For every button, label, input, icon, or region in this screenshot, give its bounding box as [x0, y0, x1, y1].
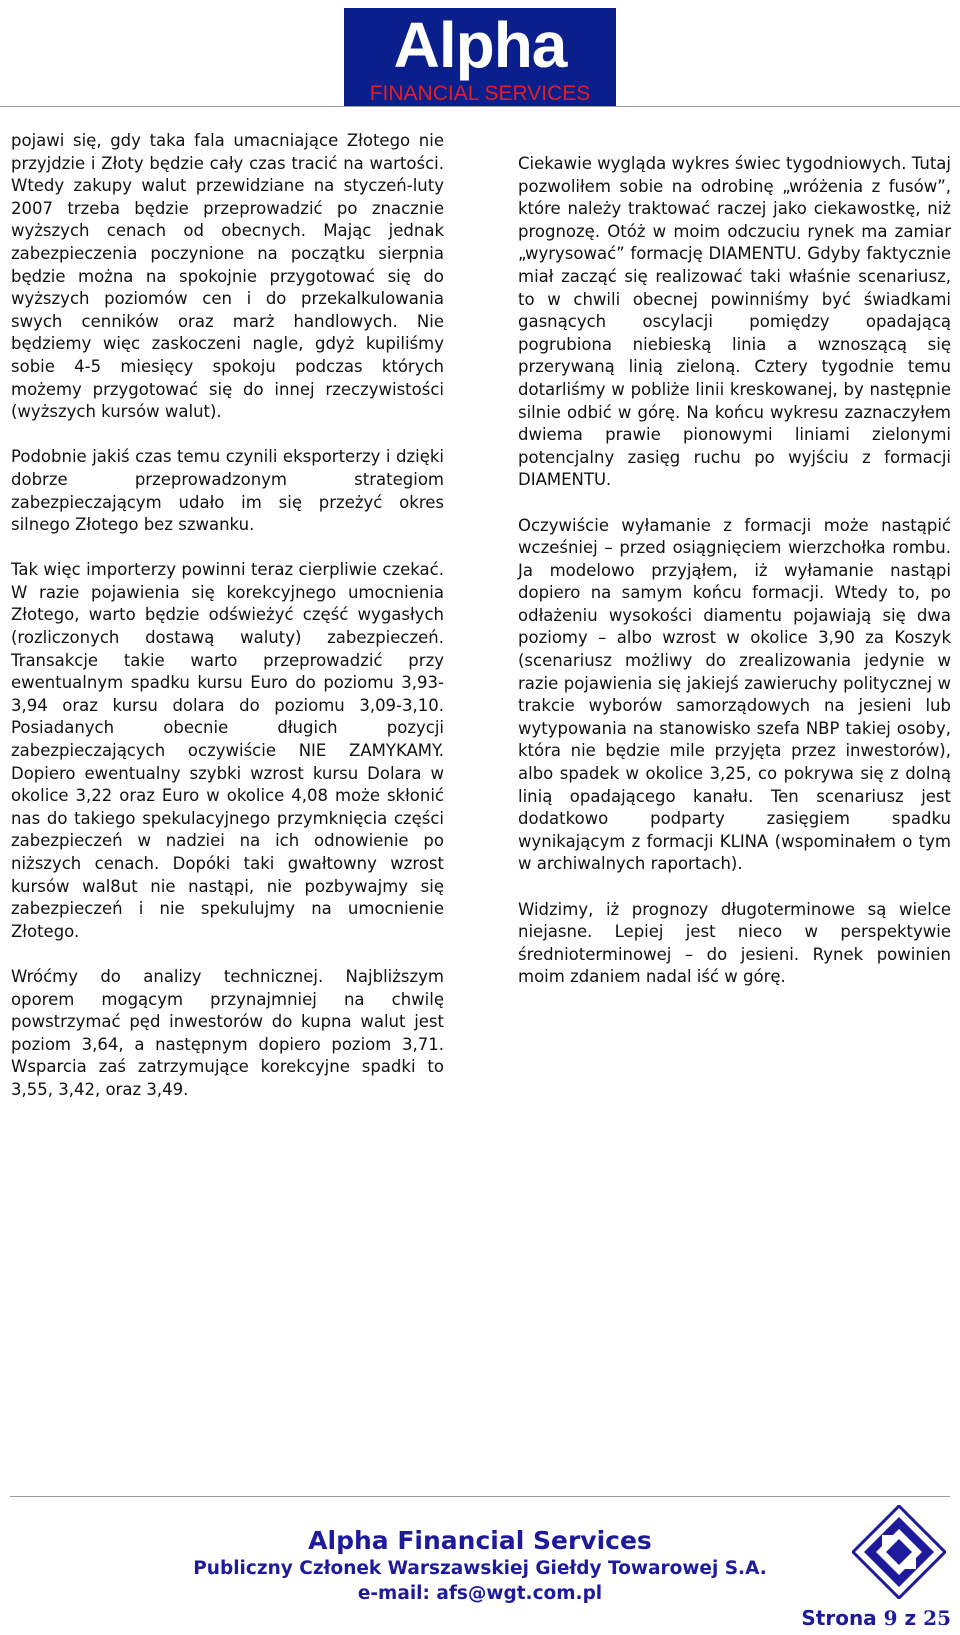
- exchange-emblem-icon: [852, 1505, 946, 1599]
- page-total: 25: [923, 1606, 951, 1630]
- footer-email: e-mail: afs@wgt.com.pl: [357, 1583, 603, 1604]
- logo-tagline: FINANCIAL SERVICES: [369, 82, 591, 105]
- page-number: [801, 1605, 951, 1631]
- paragraph: Ciekawie wygląda wykres świec tygodniowych. Tutaj pozwoliłem sobie na odrobinę „wróżenia z fusów”, które należy traktować raczej jako ciekawostkę, niż prognozę. Otóż w moim odczuciu rynek ma zamiar „wyrysować” formację DIAMENTU. Gdyby faktycznie miał zacząć się realizować taki właśnie scenariusz, to w chwili obecnej powinniśmy być świadkami gasnących oscylacji pomiędzy opadającą pogrubiona niebieską linia a wznoszącą się przerywaną linią zieloną. Cztery tygodnie temu dotarliśmy w pobliże linii kreskowanej, by następnie silnie odbić w górę. Na końcu wykresu zaznaczyłem dwiema prawie pionowymi liniami zielonymi potencjalny zasięg ruchu po wyjściu z formacji DIAMENTU.: [518, 154, 951, 490]
- company-logo: [344, 8, 616, 106]
- paragraph: Wróćmy do analizy technicznej. Najbliższym oporem mogącym przynajmniej na chwilę powstrzymać pęd inwestorów do kupna walut jest poziom 3,64, a następnym dopiero poziom 3,71. Wsparcia zaś zatrzymujące korekcyjne spadki to 3,55, 3,42, oraz 3,49.: [11, 966, 444, 1099]
- footer-divider: [10, 1496, 950, 1497]
- paragraph: Tak więc importerzy powinni teraz cierpliwie czekać. W razie pojawienia się korekcyjnego umocnienia Złotego, warto będzie odświeżyć część wygasłych (rozliczonych dostawą waluty) zabezpieczeń. Transakcje takie warto przeprowadzić przy ewentualnym spadku kursu Euro do poziomu 3,93-3,94 oraz kursu dolara do poziomu 3,09-3,10. Posiadanych obecnie długich pozycji zabezpieczających oczywiście NIE ZAMYKAMY. Dopiero ewentualny szybki wzrost kursu Dolara w okolice 3,22 oraz Euro w okolice 4,08 może skłonić nas do takiego spekulacyjnego przymknięcia części zabezpieczeń w nadziei na ich odnowienie po niższych cenach. Dopóki taki gwałtowny wzrost kursów wal8ut nie nastąpi, nie pozbywajmy się zabezpieczeń i nie spekulujmy na umocnienie Złotego.: [11, 560, 444, 941]
- left-column: [11, 130, 444, 1124]
- page-separator: z: [904, 1606, 917, 1630]
- paragraph: Oczywiście wyłamanie z formacji może nastąpić wcześniej – przed osiągnięciem wierzchołka rombu. Ja modelowo przyjąłem, iż wyłamanie nastąpi dopiero na samym końcu formacji. Wtedy to, po odłażeniu wysokości diamentu pojawiają się dwa poziomy – albo wzrost w okolice 3,90 za Koszyk (scenariusz możliwy do zrealizowania jedynie w razie pojawienia się jakiejś zawieruchy politycznej w trakcie wyborów samorządowych na jesieni lub wytypowania na stanowisko szefa NBP takiej osoby, która nie będzie mile przyjęta przez inwestorów), albo spadek w okolice 3,25, co pokrywa się z dolną linią opadającego kanału. Ten scenariusz jest dodatkowo podparty zasięgiem spadku wynikającym z formacji KLINA (wspominałem o tym w archiwalnych raportach).: [518, 515, 951, 874]
- paragraph: Podobnie jakiś czas temu czynili eksporterzy i dzięki dobrze przeprowadzonym strategiom zabezpieczającym udało im się przeżyć okres silnego Złotego bez szwanku.: [11, 447, 444, 535]
- header-divider: [0, 106, 960, 107]
- logo-wordmark: Alpha: [393, 9, 567, 81]
- page-current: 9: [883, 1606, 898, 1630]
- footer: [140, 1526, 820, 1606]
- footer-membership: Publiczny Członek Warszawskiej Giełdy Towarowej S.A.: [193, 1558, 767, 1579]
- page-label: Strona: [801, 1606, 877, 1630]
- paragraph: pojawi się, gdy taka fala umacniające Złotego nie przyjdzie i Złoty będzie cały czas tracić na wartości. Wtedy zakupy walut przewidziane na styczeń-luty 2007 trzeba będzie przeprowadzić po znacznie wyższych cenach od obecnych. Mając jednak zabezpieczenia poczynione na początku sierpnia będzie można na spokojnie przygotować się do wyższych poziomów cen i do przekalkulowania swych cenników oraz marż handlowych. Nie będziemy więc zaskoczeni nagle, gdyż kupiliśmy sobie 4-5 miesięcy spokoju podczas których możemy przygotować się do innej rzeczywistości (wyższych kursów walut).: [11, 131, 444, 422]
- paragraph: Widzimy, iż prognozy długoterminowe są wielce niejasne. Lepiej jest nieco w perspektywie średnioterminowej – do jesieni. Rynek powinien moim zdaniem nadal iść w górę.: [518, 899, 951, 987]
- right-column: [518, 153, 951, 1012]
- footer-company-name: Alpha Financial Services: [308, 1526, 652, 1555]
